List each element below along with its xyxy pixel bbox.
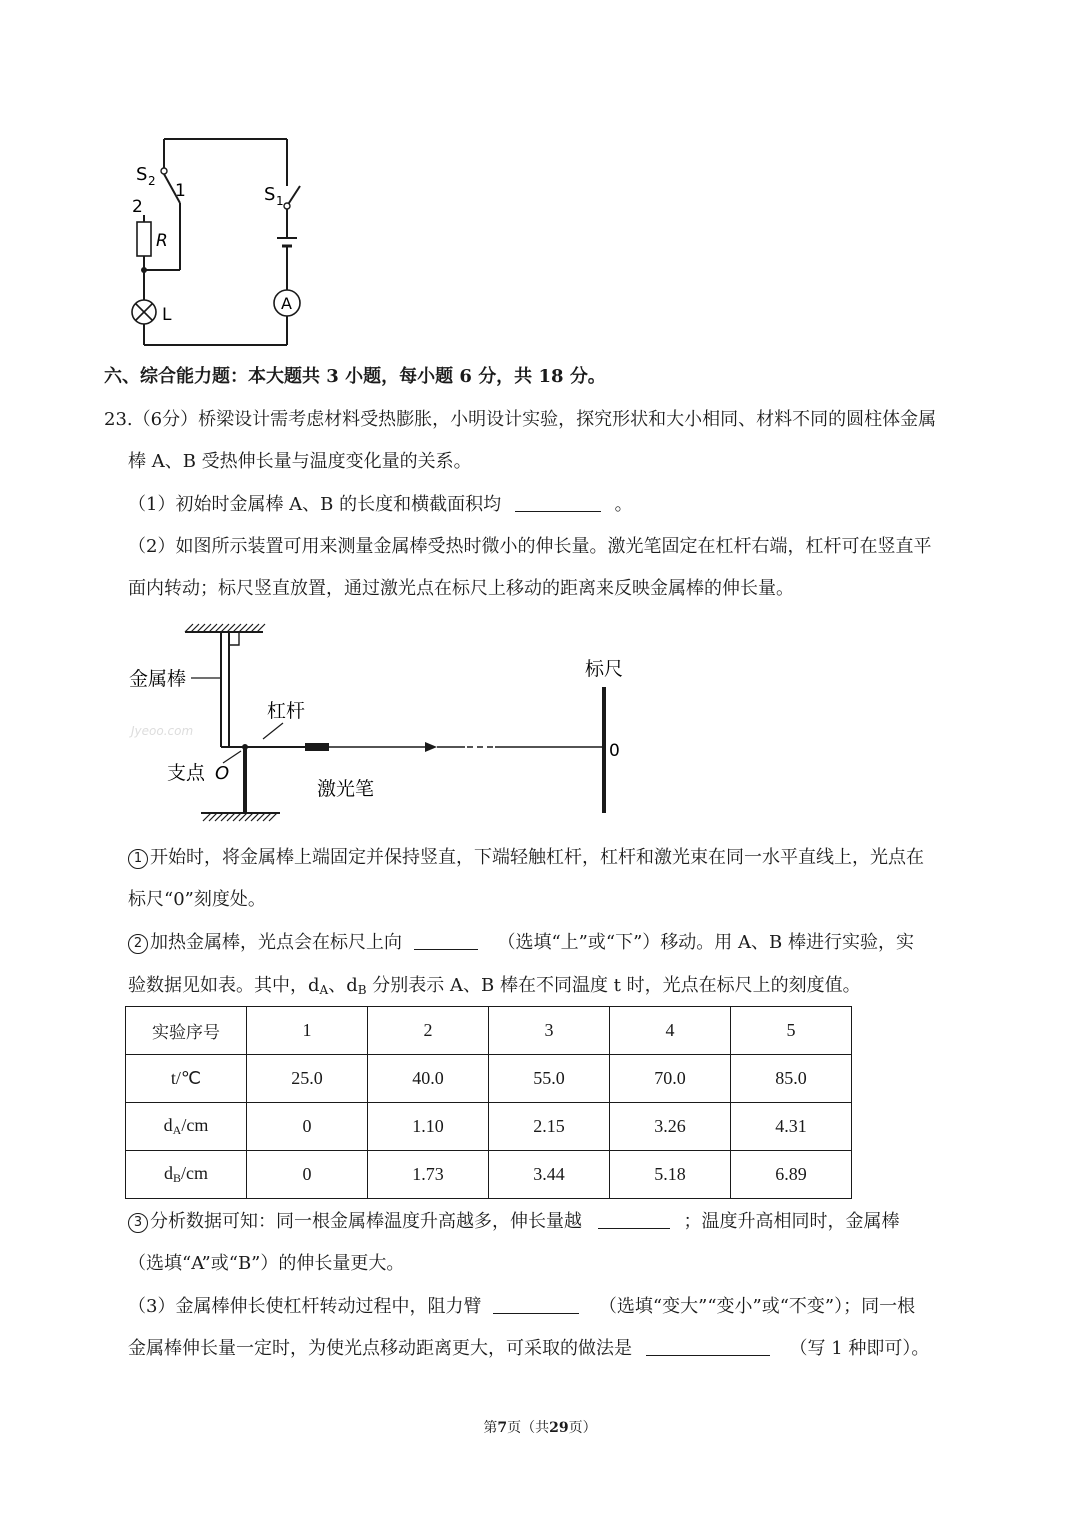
lever-apparatus-figure: [125, 615, 635, 830]
table-cell: 55.0: [489, 1055, 610, 1103]
label-s1-sub: 1: [276, 194, 284, 208]
answer-blank-5[interactable]: [646, 1337, 770, 1356]
beam-arrow: [425, 742, 437, 752]
ceiling-hatch: [185, 624, 265, 632]
label-s2-sub: 2: [148, 174, 156, 188]
table-cell: 4.31: [731, 1103, 852, 1151]
table-cell: 1.73: [368, 1151, 489, 1199]
label-r: R: [156, 231, 168, 251]
step1-marker: 1: [128, 849, 148, 869]
data-table: [125, 1006, 852, 1199]
answer-blank-4[interactable]: [493, 1295, 579, 1314]
q23-part3-line1: （3）金属棒伸长使杠杆转动过程中，阻力臂 （选填“变大”“变小”或“不变”）；同一根: [128, 1296, 916, 1317]
label-s1: S: [264, 184, 276, 205]
step3-line1: 3 分析数据可知：同一根金属棒温度升高越多，伸长量越 ；温度升高相同时，金属棒: [128, 1210, 899, 1234]
junction-dot: [141, 267, 147, 273]
step2-line1: 2 加热金属棒，光点会在标尺上向 （选填“上”或“下”）移动。用 A、B 棒进行实验，实: [128, 931, 914, 955]
table-cell: 0: [247, 1103, 368, 1151]
table-cell: 5: [731, 1007, 852, 1055]
step3-marker: 3: [128, 1213, 148, 1233]
page-total: 29: [549, 1420, 569, 1436]
table-row-db: [126, 1151, 852, 1199]
table-cell: 6.89: [731, 1151, 852, 1199]
q23-part2-line2: 面内转动；标尺竖直放置，通过激光点在标尺上移动的距离来反映金属棒的伸长量。: [128, 578, 794, 599]
table-cell: $d_B/cm$: [126, 1151, 247, 1199]
table-cell: 2: [368, 1007, 489, 1055]
label-laser: 激光笔: [317, 778, 375, 800]
circuit-diagram: [120, 130, 320, 355]
table-cell: t/℃: [126, 1055, 247, 1103]
lever-leader: [263, 723, 283, 739]
table-cell: 3: [489, 1007, 610, 1055]
answer-blank-1[interactable]: [515, 493, 601, 512]
q23-part3-line2: 金属棒伸长量一定时，为使光点移动距离更大，可采取的做法是 （写 1 种即可）。: [128, 1338, 930, 1359]
label-ruler: 标尺: [585, 658, 624, 680]
step2-line2: 验数据见如表。其中，$d_A$、$d_B$ 分别表示 A、B 棒在不同温度 t 时，光点在标尺上的刻度值。: [128, 975, 861, 997]
pivot-point: [242, 744, 248, 750]
table-cell: 4: [610, 1007, 731, 1055]
table-row-header: [126, 1007, 852, 1055]
label-ammeter: A: [281, 294, 292, 313]
switch-s1-contact: [284, 203, 290, 209]
step1-line2: 标尺“0”刻度处。: [128, 889, 266, 910]
pivot-leader: [223, 751, 241, 763]
page-number: 7: [497, 1420, 508, 1436]
page-footer: 第7页（共29页）: [483, 1420, 597, 1436]
table-cell: 85.0: [731, 1055, 852, 1103]
label-metal-rod: 金属棒: [129, 668, 187, 690]
label-pos2: 2: [132, 197, 143, 217]
table-row-da: [126, 1103, 852, 1151]
answer-blank-3[interactable]: [598, 1210, 670, 1229]
table-cell: 0: [247, 1151, 368, 1199]
label-pos1: 1: [175, 181, 186, 201]
laser-pen: [305, 743, 329, 751]
switch-s2-contact: [161, 168, 167, 174]
table-cell: 70.0: [610, 1055, 731, 1103]
q23-intro-line2: 棒 A、B 受热伸长量与温度变化量的关系。: [128, 451, 472, 472]
step2-marker: 2: [128, 934, 148, 954]
table-cell: $d_A/cm$: [126, 1103, 247, 1151]
table-cell: 1: [247, 1007, 368, 1055]
q23-intro-line1: 23.（6分）桥梁设计需考虑材料受热膨胀，小明设计实验，探究形状和大小相同、材料不同的圆柱体金属: [104, 409, 937, 430]
label-l: L: [162, 305, 172, 325]
table-cell: 40.0: [368, 1055, 489, 1103]
label-lever: 杠杆: [267, 700, 306, 722]
table-cell: 5.18: [610, 1151, 731, 1199]
table-cell: 3.44: [489, 1151, 610, 1199]
q23-part1: （1）初始时金属棒 A、B 的长度和横截面积均 。: [128, 494, 633, 515]
ground-hatch: [203, 813, 277, 821]
answer-blank-2[interactable]: [414, 931, 478, 950]
label-s2: S: [136, 164, 148, 185]
table-cell: 实验序号: [126, 1007, 247, 1055]
right-angle-mark: [229, 632, 239, 645]
label-pivot: 支点: [167, 762, 206, 784]
watermark-jyeoo: Jyeoo.com: [131, 724, 194, 738]
table-cell: 25.0: [247, 1055, 368, 1103]
step3-line2: （选填“A”或“B”）的伸长量更大。: [128, 1253, 405, 1274]
label-zero: 0: [609, 741, 620, 761]
label-pivot-o: O: [215, 763, 230, 784]
section-heading: 六、综合能力题：本大题共 3 小题，每小题 6 分，共 18 分。: [104, 366, 606, 387]
resistor-r: [137, 222, 151, 256]
q23-part2-line1: （2）如图所示装置可用来测量金属棒受热时微小的伸长量。激光笔固定在杠杆右端，杠杆可在竖直平: [128, 536, 932, 557]
table-cell: 3.26: [610, 1103, 731, 1151]
table-row-t: [126, 1055, 852, 1103]
table-cell: 1.10: [368, 1103, 489, 1151]
table-cell: 2.15: [489, 1103, 610, 1151]
step1-line1: 1 开始时，将金属棒上端固定并保持竖直，下端轻触杠杆，杠杆和激光束在同一水平直线上，光点在: [128, 846, 924, 870]
